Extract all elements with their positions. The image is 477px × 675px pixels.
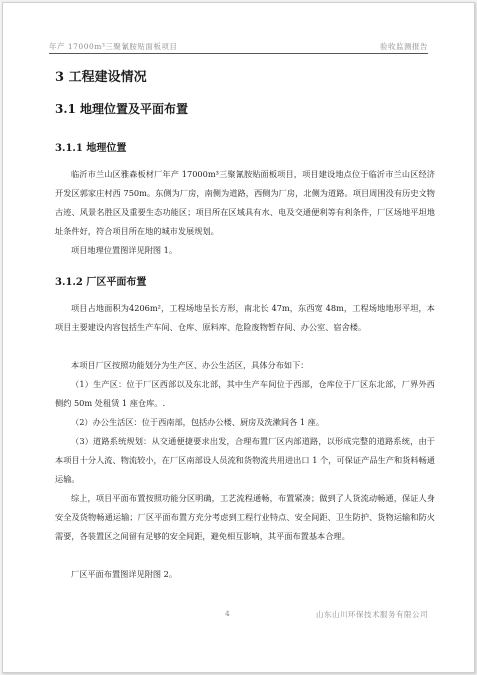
paragraph-location-map-ref: 项目地理位置图详见附图 1。 bbox=[71, 245, 178, 255]
page-number: 4 bbox=[225, 609, 230, 618]
subsection-title-layout: 3.1.2 厂区平面布置 bbox=[55, 277, 147, 288]
chapter-title: 3 工程建设情况 bbox=[55, 70, 147, 85]
section-title: 3.1 地理位置及平面布置 bbox=[55, 102, 189, 116]
paragraph-summary: 综上，项目平面布置按照功能分区明确，工艺流程通畅，布置紧凑；做到了人货流动畅通，保证人身安全及货物畅通运输；厂区平面布置方充分考虑到工程行业特点、安全间距、卫生防护、货物运输和防火需要，各装置区之间留有足够的安全间距，避免相互影响，其平面布置基本合理。 bbox=[55, 493, 435, 541]
paragraph-office-area: （2）办公生活区：位于西南部，包括办公楼、厨房及洗漱间各 1 座。 bbox=[71, 417, 325, 427]
header-report-type: 验收监测报告 bbox=[380, 42, 428, 51]
subsection-title-location: 3.1.1 地理位置 bbox=[55, 143, 127, 154]
document-page bbox=[2, 2, 475, 673]
paragraph-production-area: （1）生产区：位于厂区西部以及东北部，其中生产车间位于西部，仓库位于厂区东北部，厂界外西侧约 50m 处租赁 1 座仓库。. bbox=[55, 379, 435, 408]
header-project-title: 年产 17000m³三聚氰胺贴面板项目 bbox=[49, 42, 178, 51]
paragraph-layout-site: 项目占地面积为4206m²，工程场地呈长方形，南北长 47m，东西宽 48m，工程场地地形平坦，本项目主要建设内容包括生产车间、仓库、原料库、危险废物暂存间、办公室、宿舍楼。 bbox=[55, 303, 435, 332]
paragraph-layout-zones: 本项目厂区按照功能划分为生产区、办公生活区，具体分布如下： bbox=[71, 360, 309, 370]
footer-company: 山东山川环保技术服务有限公司 bbox=[316, 610, 428, 619]
paragraph-road-system: （3）道路系统规划：从交通便捷要求出发，合理布置厂区内部道路，以形成完整的道路系统，由于本项目十分人流、物流较小，在厂区南部设人员流和货物流共用进出口 1 个，可保证产品生产和货料畅通运输。 bbox=[55, 436, 435, 484]
paragraph-location: 临沂市兰山区雅森板材厂年产 17000m³三聚氰胺贴面板项目，项目建设地点位于临沂市兰山区经济开发区郭家庄村西 750m。东侧为厂房，南侧为道路，西侧为厂房，北侧为道路。项目周围没有历史文物古迹、风景名胜区及重要生态功能区；项目所在区域具有水、电及交通便利等有利条件，厂区场地平坦地址条件好，符合项目所在地的城市发展规划。 bbox=[55, 169, 435, 236]
page-header bbox=[49, 41, 428, 54]
paragraph-layout-map-ref: 厂区平面布置图详见附图 2。 bbox=[71, 569, 178, 579]
